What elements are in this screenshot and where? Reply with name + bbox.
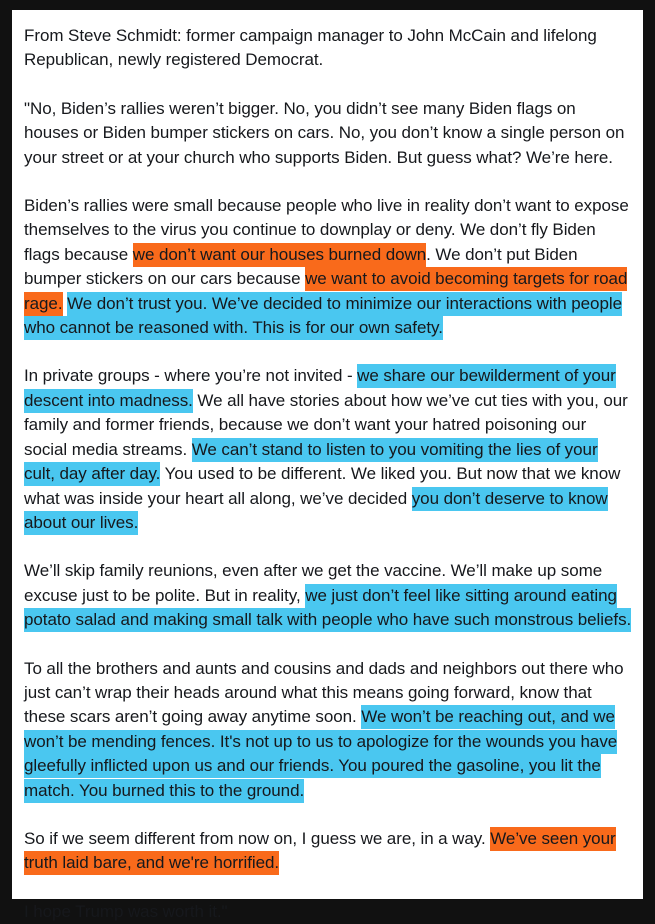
paragraph-p5-reunions xyxy=(24,559,633,632)
paragraph-p3-rallies xyxy=(24,194,633,340)
paragraph-p1-attribution xyxy=(24,24,633,73)
text-run: We all have stories about how we’ve cut ties with you, our family and former friends, because we don’t want your hatred poisoning our social media streams. xyxy=(24,390,628,459)
highlight-cyan: we just don’t feel like sitting around eating potato salad and making small talk with people who have such monstrous beliefs. xyxy=(24,584,631,632)
highlight-cyan: you don’t deserve to know about our lives. xyxy=(24,487,608,535)
highlight-orange: we don’t want our houses burned down xyxy=(133,243,426,267)
paragraph-p8-closing xyxy=(24,900,633,924)
text-run: We’ll skip family reunions, even after we get the vaccine. We’ll make up some excuse just to be polite. But in reality, xyxy=(24,561,603,605)
text-run: From Steve Schmidt: former campaign manager to John McCain and lifelong Republican, newly registered Democrat. xyxy=(24,26,597,70)
text-run: I hope Trump was worth it." xyxy=(24,901,228,921)
post-text-body xyxy=(12,10,643,924)
paragraph-p4-private-groups xyxy=(24,364,633,535)
paragraph-p6-relatives xyxy=(24,657,633,803)
text-run: "No, Biden’s rallies weren’t bigger. No, you didn’t see many Biden flags on houses or Biden bumper stickers on cars. No, you don’t know a single person on your street or at your church who supports Biden. But guess what? We’re here. xyxy=(24,98,625,167)
highlight-cyan: We won’t be reaching out, and we won’t be mending fences. It's not up to us to apologize for the wounds you have gleefully inflicted upon us and our friends. You poured the gasoline, you lit the match. You burned this to the ground. xyxy=(24,705,617,802)
paragraph-p2-opening xyxy=(24,97,633,170)
text-run: In private groups - where you’re not invited - xyxy=(24,366,358,386)
text-run: So if we seem different from now on, I guess we are, in a way. xyxy=(24,828,491,848)
text-run: You used to be different. We liked you. But now that we know what was inside your heart all along, we’ve decided xyxy=(24,464,621,508)
highlight-orange: we want to avoid becoming targets for road rage. xyxy=(24,267,627,315)
highlight-cyan: We don’t trust you. We’ve decided to minimize our interactions with people who cannot be reasoned with. This is for our own safety. xyxy=(24,292,622,340)
highlight-cyan: We can’t stand to listen to you vomiting the lies of your cult, day after day. xyxy=(24,438,598,486)
highlight-orange: We’ve seen your truth laid bare, and we're horrified. xyxy=(24,827,616,875)
text-run: . We don’t put Biden bumper stickers on our cars because xyxy=(24,244,578,289)
text-run: Biden’s rallies were small because people who live in reality don’t want to expose themselves to the virus you continue to downplay or deny. We don’t fly Biden flags because xyxy=(24,196,629,264)
paragraph-p7-different xyxy=(24,827,633,876)
post-page xyxy=(12,10,643,921)
highlight-cyan: we share our bewilderment of your descent into madness. xyxy=(24,364,616,412)
text-run: To all the brothers and aunts and cousins and dads and neighbors out there who just can’t wrap their heads around what this means going forward, know that these scars aren’t going away anytime soon. xyxy=(24,658,624,727)
